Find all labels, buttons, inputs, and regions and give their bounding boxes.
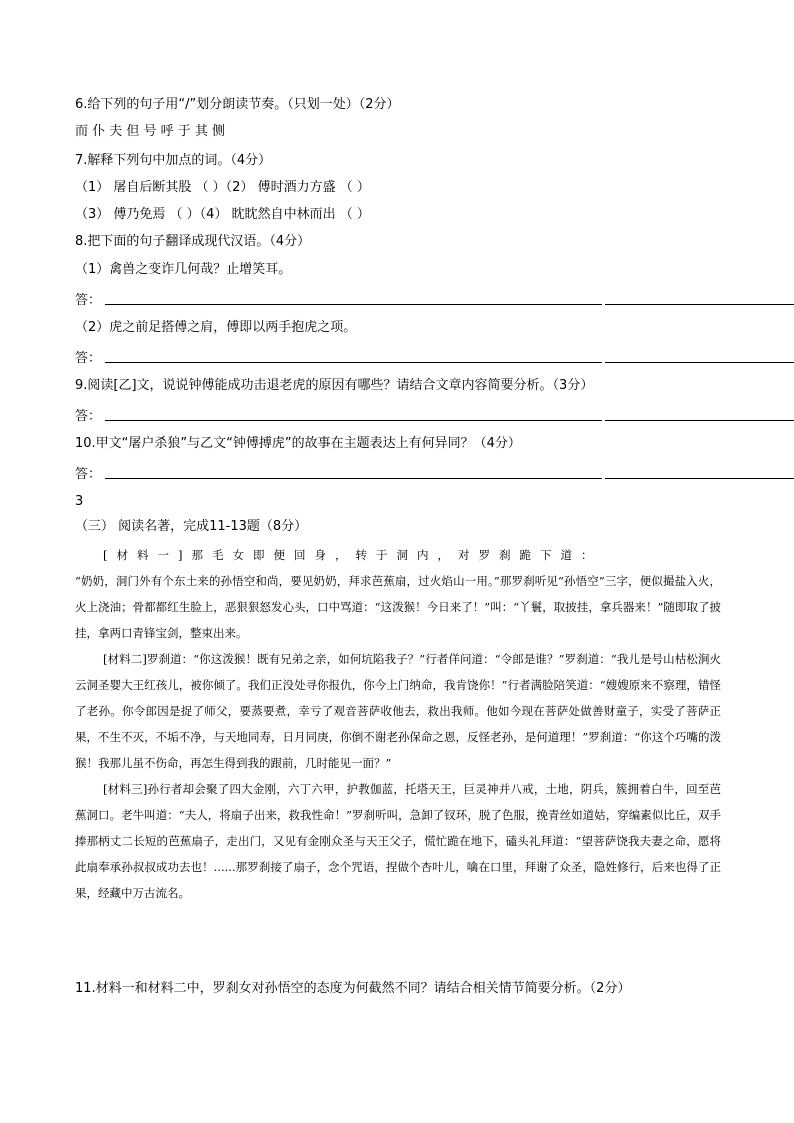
material-1-body: “奶奶，洞门外有个东土来的孙悟空和尚，要见奶奶，拜求芭蕉扇，过火焰山一用。”那罗刹听见“孙悟空”三字，便似撮盐入火，火上浇油；骨都都红生脸上，恶狠狠怒发心头，口中骂道：“这泼猴！今日来了！”叫：“丫鬟，取披挂，拿兵器来！”随即取了披挂，拿两口青锋宝剑，整束出来。: [75, 574, 721, 640]
material-3: [材料三]孙行者却会聚了四大金刚，六丁六甲，护教伽蓝，托塔天王，巨灵神并八戒，土地，阴兵，簇拥着白牛，回至芭蕉洞口。老牛叫道：“夫人，将扇子出来，救我性命！”罗刹听叫，急卸了钗环，脱了色服，挽青丝如道姑，穿编素似比丘，双手捧那柄丈二长短的芭蕉扇子，走出门，又见有金刚众圣与天王父子，慌忙跪在地下，磕头礼拜道：“望菩萨饶我夫妻之命，愿将此扇奉承孙叔叔成功去也！......那罗刹接了扇子，念个咒语，捏做个杏叶儿，噙在口里，拜谢了众圣，隐姓修行，后来也得了正果，经藏中万古流名。: [75, 782, 721, 900]
answer-line-q8-1[interactable]: [75, 289, 725, 308]
answer-line-q8-2[interactable]: [75, 347, 725, 366]
material-2: [材料二]罗刹道：“你这泼猴！既有兄弟之亲，如何坑陷我子？”行者佯问道：“令郎是谁？”罗刹道：“我儿是号山枯松涧火云洞圣婴大王红孩儿，被你倾了。我们正没处寻你报仇，你今上门纳命，我肯饶你！”行者满脸陪笑道：“嫂嫂原来不察理，错怪了老孙。你令郎因是捉了师父，要蒸要煮，幸亏了观音菩萨收他去，救出我师。他如今现在菩萨处做善财童子，实受了菩萨正果，不生不灭，不垢不净，与天地同寿，日月同庚，你倒不谢老孙保命之恩，反怪老孙，是何道理！”罗刹道：“你这个巧嘴的泼猴！我那儿虽不伤命，再怎生得到我的跟前，几时能见一面？”: [75, 652, 721, 770]
q6-sentence: 而 仆 夫 但 号 呼 于 其 侧: [75, 124, 226, 139]
answer-label: 答：: [75, 351, 102, 366]
page-marker: 3: [75, 494, 84, 509]
answer-label: 答：: [75, 293, 102, 308]
material-1-head: [材料一]那毛女即便回身，转于洞内，对罗刹跪下道：: [103, 548, 602, 562]
q7-row1: （1） 屠自后断其股 （ ）（2） 傅时酒力方盛 （ ）: [75, 180, 370, 195]
q7-row2: （3） 傅乃免焉 （ ）（4） 眈眈然自中林而出 （ ）: [75, 207, 370, 222]
q7-prompt: 7.解释下列句中加点的词。（4分）: [75, 153, 272, 168]
answer-label: 答：: [75, 409, 102, 424]
q9-prompt: 9.阅读[乙]文，说说钟傅能成功击退老虎的原因有哪些？请结合文章内容简要分析。（3分）: [75, 378, 594, 393]
q10-prompt: 10.甲文“屠户杀狼”与乙文“钟傅搏虎”的故事在主题表达上有何异同？（4分）: [75, 436, 521, 451]
reading-passage: [75, 542, 721, 906]
q8-sentence-2: （2）虎之前足搭傅之肩，傅即以两手抱虎之项。: [75, 320, 357, 335]
q8-sentence-1: （1）禽兽之变诈几何哉？止增笑耳。: [75, 262, 292, 277]
q6-prompt: 6.给下列的句子用“/”划分朗读节奏。（只划一处）（2分）: [75, 97, 400, 112]
section3-heading: （三） 阅读名著，完成11-13题（8分）: [75, 519, 308, 534]
answer-label: 答：: [75, 467, 102, 482]
q8-prompt: 8.把下面的句子翻译成现代汉语。（4分）: [75, 234, 311, 249]
q11-prompt: 11.材料一和材料二中，罗刹女对孙悟空的态度为何截然不同？请结合相关情节简要分析。（2分）: [75, 981, 631, 996]
answer-line-q9[interactable]: [75, 405, 725, 424]
answer-line-q10[interactable]: [75, 463, 725, 482]
